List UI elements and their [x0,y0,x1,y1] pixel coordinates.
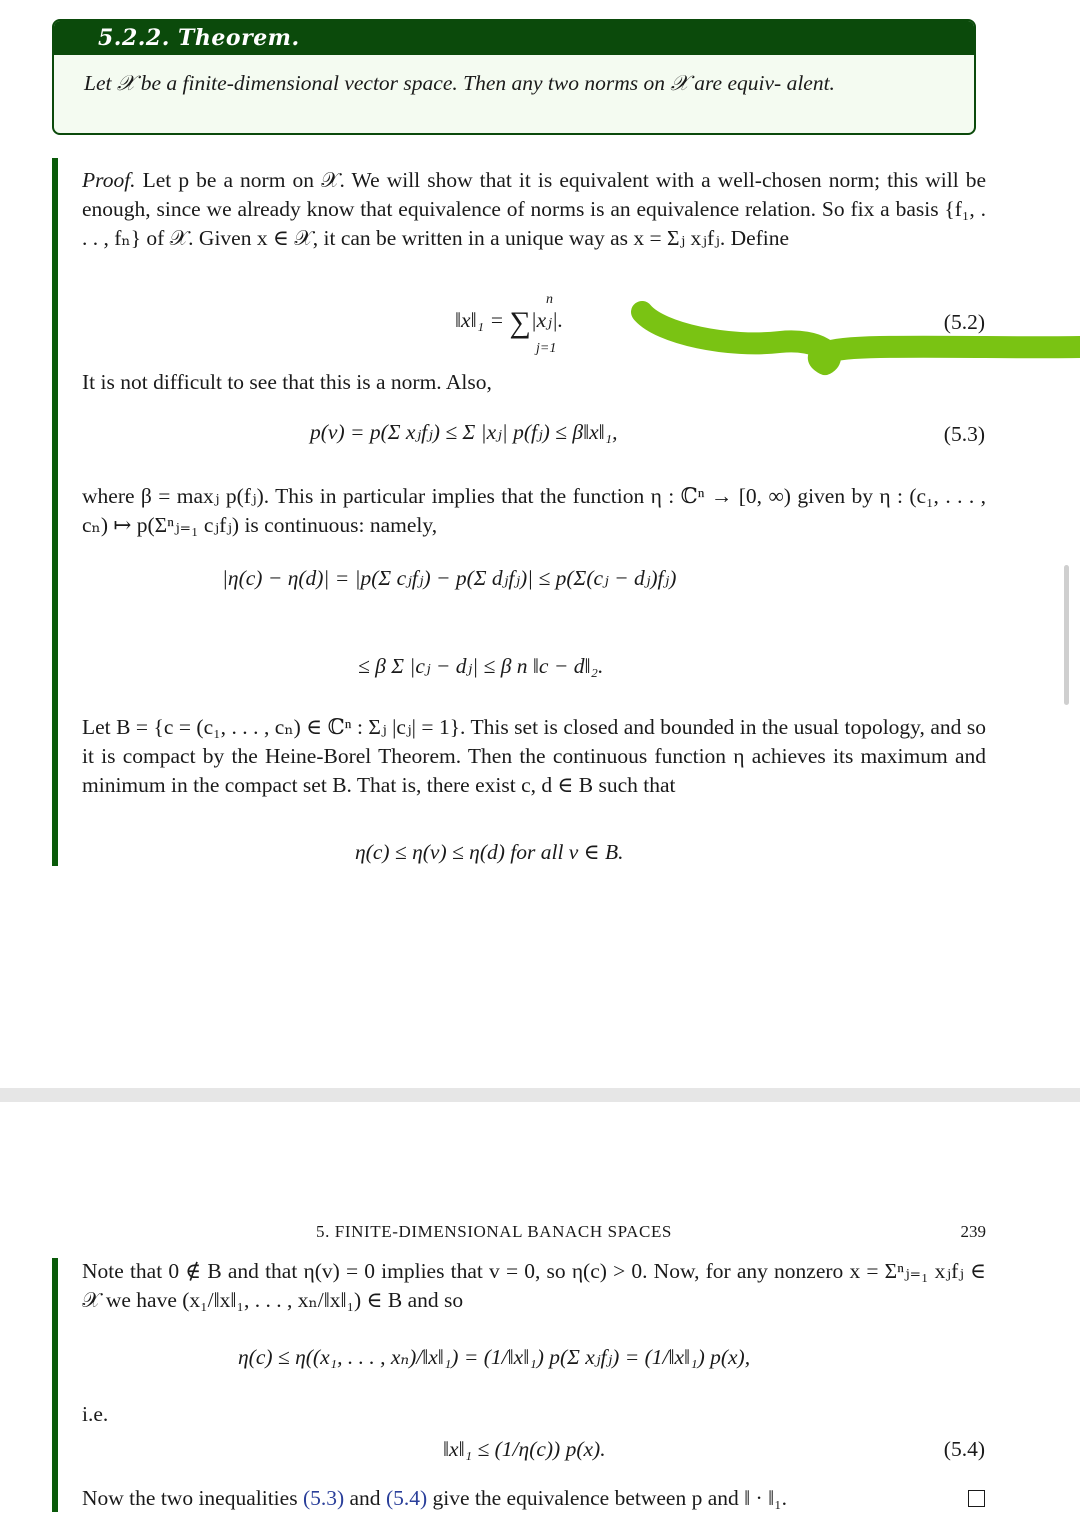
proof-bar-continued [52,1258,58,1512]
eq52-body: |xⱼ|. [530,308,564,332]
equation-normalized: η(c) ≤ η((x₁, . . . , xₙ)/‖x‖₁) = (1/‖x‖₁) p(Σ xⱼfⱼ) = (1/‖x‖₁) p(x), [238,1345,751,1369]
scrollbar-thumb[interactable] [1064,565,1069,705]
final-text-b: and [344,1486,386,1510]
proof-paragraph-3: where β = maxⱼ p(fⱼ). This in particular implies that the function η : ℂⁿ → [0, ∞) given by η : (c₁, . . . , cₙ) ↦ p(Σⁿⱼ₌₁ cⱼfⱼ) is continuous: namely, [82,484,986,537]
qed-square-icon [968,1490,985,1507]
proof-paragraph-2: It is not difficult to see that this is a norm. Also, [82,370,492,394]
running-header: 5. FINITE-DIMENSIONAL BANACH SPACES [316,1222,672,1241]
proof-text-1: Let p be a norm on 𝒳. We will show that it is equivalent with a well-chosen norm; this will be enough, since we already know that equivalence of norms is an equivalence relation. So fix a basis {f₁, . . . , fₙ} of 𝒳. Given x ∈ 𝒳, it can be written in a unique way as x = Σⱼ xⱼfⱼ. Define [82,168,987,250]
eq54-number: (5.4) [943,1437,985,1461]
inequality-continuity-line-1: |η(c) − η(d)| = |p(Σ cⱼfⱼ) − p(Σ dⱼfⱼ)| ≤ p(Σ(cⱼ − dⱼ)fⱼ) [222,566,677,590]
equation-5-3: p(v) = p(Σ xⱼfⱼ) ≤ Σ |xⱼ| p(fⱼ) ≤ β‖x‖₁, [310,420,618,444]
page-number: 239 [960,1222,986,1241]
sum-symbol: ∑ [509,306,531,339]
proof-label: Proof. [82,168,136,192]
final-text-a: Now the two inequalities [82,1486,303,1510]
page-divider [0,1088,1080,1102]
equation-5-2 [455,306,563,340]
eq52-upper-limit: n [546,292,553,307]
inequality-continuity-line-2: ≤ β Σ |cⱼ − dⱼ| ≤ β n ‖c − d‖₂. [358,654,604,678]
page-lower [0,1102,1080,1530]
theorem-heading: 5.2.2. Theorem. [54,21,974,55]
eq53-number: (5.3) [943,422,985,446]
eq52-number: (5.2) [943,310,985,334]
equation-5-4: ‖x‖₁ ≤ (1/η(c)) p(x). [443,1437,606,1461]
proof-paragraph-5: Note that 0 ∉ B and that η(v) = 0 implies that v = 0, so η(c) > 0. Now, for any nonzero x = Σⁿⱼ₌₁ xⱼfⱼ ∈ 𝒳 we have (x₁/‖x‖₁, . . . , xₙ/‖x‖₁) ∈ B and so [82,1259,986,1312]
final-text-c: give the equivalence between p and ‖ · ‖₁. [427,1486,787,1510]
eq52-lhs: ‖x‖₁ = [455,308,510,332]
proof-paragraph-4: Let B = {c = (c₁, . . . , cₙ) ∈ ℂⁿ : Σⱼ |cⱼ| = 1}. This set is closed and bounded in the usual topology, and so it is compact by the Heine-Borel Theorem. Then the continuous function η achieves its maximum and minimum in the compact set B. That is, there exist c, d ∈ B such that [82,715,986,797]
proof-final-sentence [82,1484,986,1513]
ie-text: i.e. [82,1402,109,1426]
theorem-statement: Let 𝒳 be a finite-dimensional vector space. Then any two norms on 𝒳 are equiv- alent. [84,71,835,95]
ref-5-4-link[interactable]: (5.4) [385,1486,428,1510]
ref-5-3-link[interactable]: (5.3) [302,1486,345,1510]
proof-bar [52,158,58,866]
theorem-box [52,19,976,135]
eq52-lower-limit: j=1 [536,341,557,356]
inequality-extrema: η(c) ≤ η(v) ≤ η(d) for all v ∈ B. [355,840,624,864]
proof-paragraph-1 [82,166,986,253]
highlighter-stroke [620,290,1080,380]
